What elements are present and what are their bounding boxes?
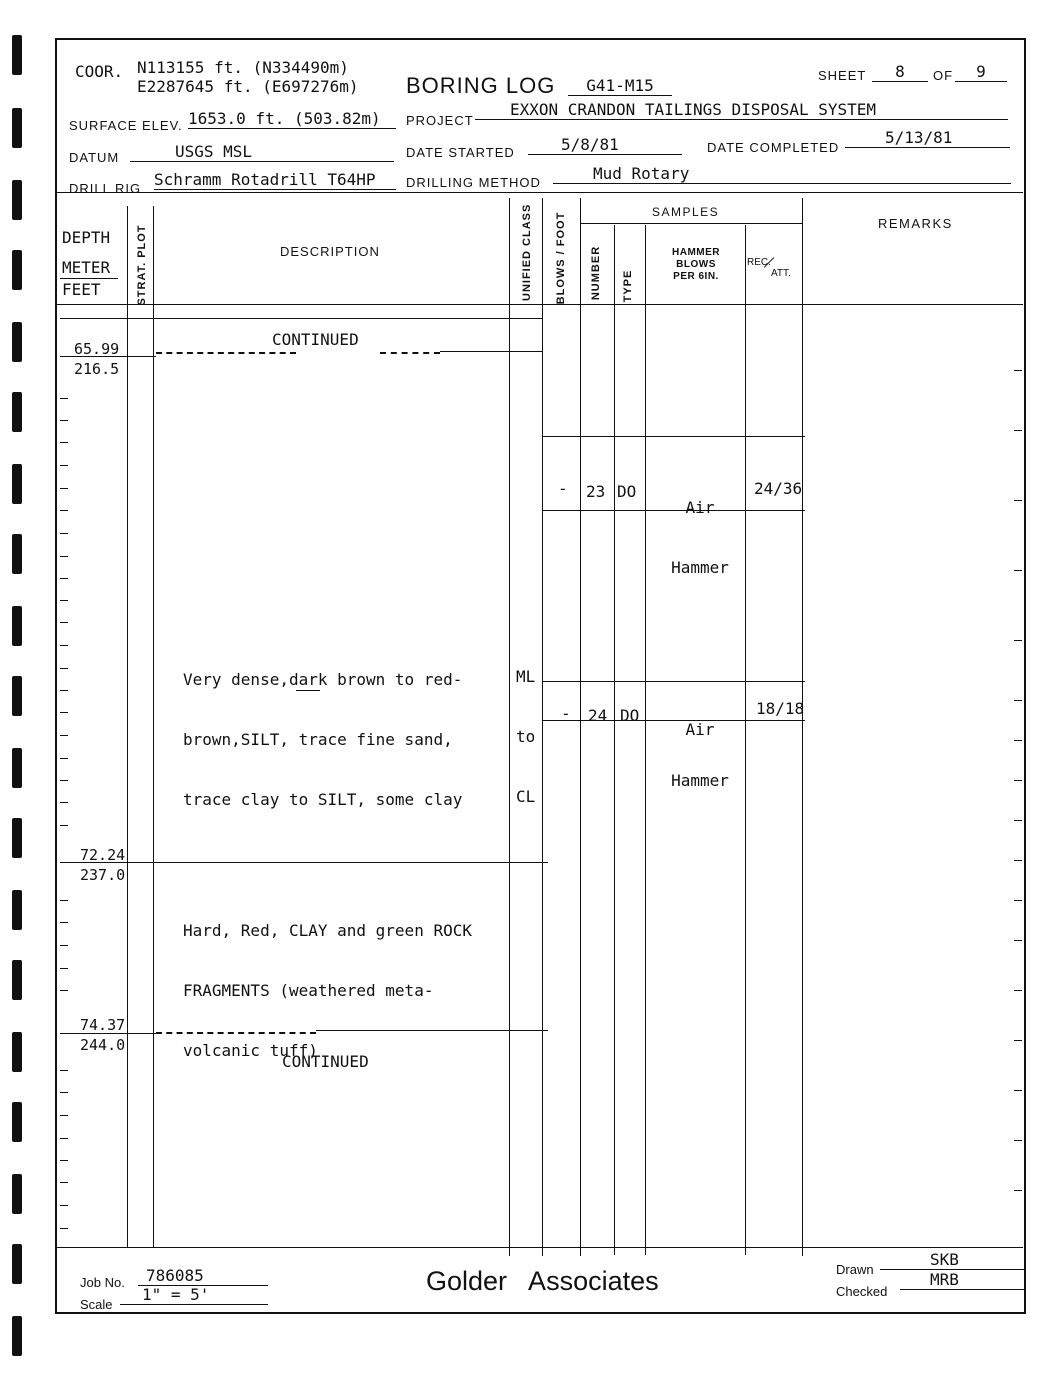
drawn: SKB [880, 1250, 1024, 1270]
unified-class-heading: UNIFIED CLASS [521, 203, 533, 301]
surface-elev: 1653.0 ft. (503.82m) [188, 109, 396, 129]
layer-2-line-2: FRAGMENTS (weathered meta- [183, 981, 434, 1000]
hammer-heading-line2: BLOWS [676, 259, 716, 270]
sample-1-hammer [650, 458, 750, 618]
hammer-heading-line1: HAMMER [672, 247, 720, 258]
checked: MRB [900, 1270, 1024, 1290]
drill-rig: Schramm Rotadrill T64HP [154, 170, 396, 190]
company-name: Golder Associates [426, 1266, 659, 1296]
sample-1-blows: - [558, 479, 568, 498]
sheet-label: SHEET [818, 68, 867, 83]
project-label: PROJECT [406, 113, 474, 128]
depth-feet-2: 237.0 [80, 866, 126, 884]
sample-1-hammer-line1: Air [685, 498, 715, 517]
sample-1-rec-att: 24/36 [754, 479, 803, 498]
layer-1-unified-class [516, 627, 535, 827]
type-heading: TYPE [622, 269, 634, 303]
layer-1-description [183, 630, 462, 830]
layer-2-line-3: volcanic tuff) [183, 1041, 318, 1060]
depth-meter-2: 72.24 [80, 846, 126, 864]
sample-2-number: 24 [588, 706, 608, 725]
depth-meter-3: 74.37 [80, 1016, 126, 1034]
depth-feet-1: 216.5 [74, 360, 120, 378]
samples-heading: SAMPLES [652, 205, 720, 219]
depth-meter-1: 65.99 [74, 340, 120, 358]
layer-1-line-2: brown,SILT, trace fine sand, [183, 730, 453, 749]
form-title: BORING LOG [406, 73, 556, 98]
layer-1-line-1: Very dense,dark brown to red- [183, 670, 463, 689]
number-heading: NUMBER [590, 245, 602, 301]
coor-north: N113155 ft. (N334490m) [137, 58, 349, 77]
meter-heading: METER [62, 258, 111, 277]
layer-1-class-line-1: ML [516, 667, 536, 686]
blows-foot-heading: BLOWS / FOOT [555, 211, 567, 305]
att-heading: ATT. [771, 268, 791, 279]
sample-2-hammer-line2: Hammer [671, 771, 729, 790]
sheet-total: 9 [955, 62, 1007, 82]
date-completed: 5/13/81 [845, 128, 1010, 148]
surface-elev-label: SURFACE ELEV. [69, 118, 183, 133]
depth-feet-3: 244.0 [80, 1036, 126, 1054]
sample-2-hammer [650, 687, 750, 823]
sample-2-hammer-line1: Air [685, 720, 715, 739]
date-completed-label: DATE COMPLETED [707, 140, 840, 155]
datum-label: DATUM [69, 150, 120, 165]
coor-label: COOR. [75, 62, 124, 81]
layer-1-line-3: trace clay to SILT, some clay [183, 790, 463, 809]
layer-2-line-1: Hard, Red, CLAY and green ROCK [183, 921, 472, 940]
drilling-method-label: DRILLING METHOD [406, 175, 541, 190]
coor-east: E2287645 ft. (E697276m) [137, 77, 359, 96]
date-started: 5/8/81 [528, 135, 682, 155]
layer-1-class-line-2: to [516, 727, 536, 746]
hammer-heading-line3: PER 6IN. [673, 271, 719, 282]
drill-rig-label: DRILL RIG [69, 181, 142, 196]
feet-heading: FEET [62, 280, 101, 299]
remarks-heading: REMARKS [878, 216, 953, 231]
of-label: OF [933, 68, 954, 83]
drawn-label: Drawn [836, 1262, 874, 1277]
sample-1-hammer-line2: Hammer [671, 558, 729, 577]
continued-top: CONTINUED [272, 330, 359, 349]
strat-plot-heading: STRAT. PLOT [136, 224, 148, 306]
scale: 1" = 5' [120, 1285, 268, 1305]
drilling-method: Mud Rotary [553, 164, 1011, 184]
boring-id: G41-M15 [568, 76, 672, 96]
sheet-number: 8 [872, 62, 928, 82]
hammer-heading [650, 247, 742, 283]
layer-1-class-line-3: CL [516, 787, 536, 806]
sample-2-blows: - [561, 704, 571, 723]
continued-bottom: CONTINUED [282, 1052, 369, 1071]
sample-1-type: DO [617, 482, 637, 501]
sample-2-type: DO [620, 706, 640, 725]
sample-2-rec-att: 18/18 [756, 699, 805, 718]
job-number: 786085 [138, 1266, 268, 1286]
layer-2-description [183, 881, 472, 1081]
sample-1-number: 23 [586, 482, 606, 501]
date-started-label: DATE STARTED [406, 145, 515, 160]
checked-label: Checked [836, 1284, 888, 1299]
project: EXXON CRANDON TAILINGS DISPOSAL SYSTEM [475, 100, 1008, 120]
rec-heading: REC. [747, 257, 771, 268]
description-heading: DESCRIPTION [280, 244, 380, 259]
depth-heading: DEPTH [62, 228, 111, 247]
datum: USGS MSL [130, 142, 394, 162]
job-number-label: Job No. [80, 1275, 125, 1290]
scale-label: Scale [80, 1297, 113, 1312]
